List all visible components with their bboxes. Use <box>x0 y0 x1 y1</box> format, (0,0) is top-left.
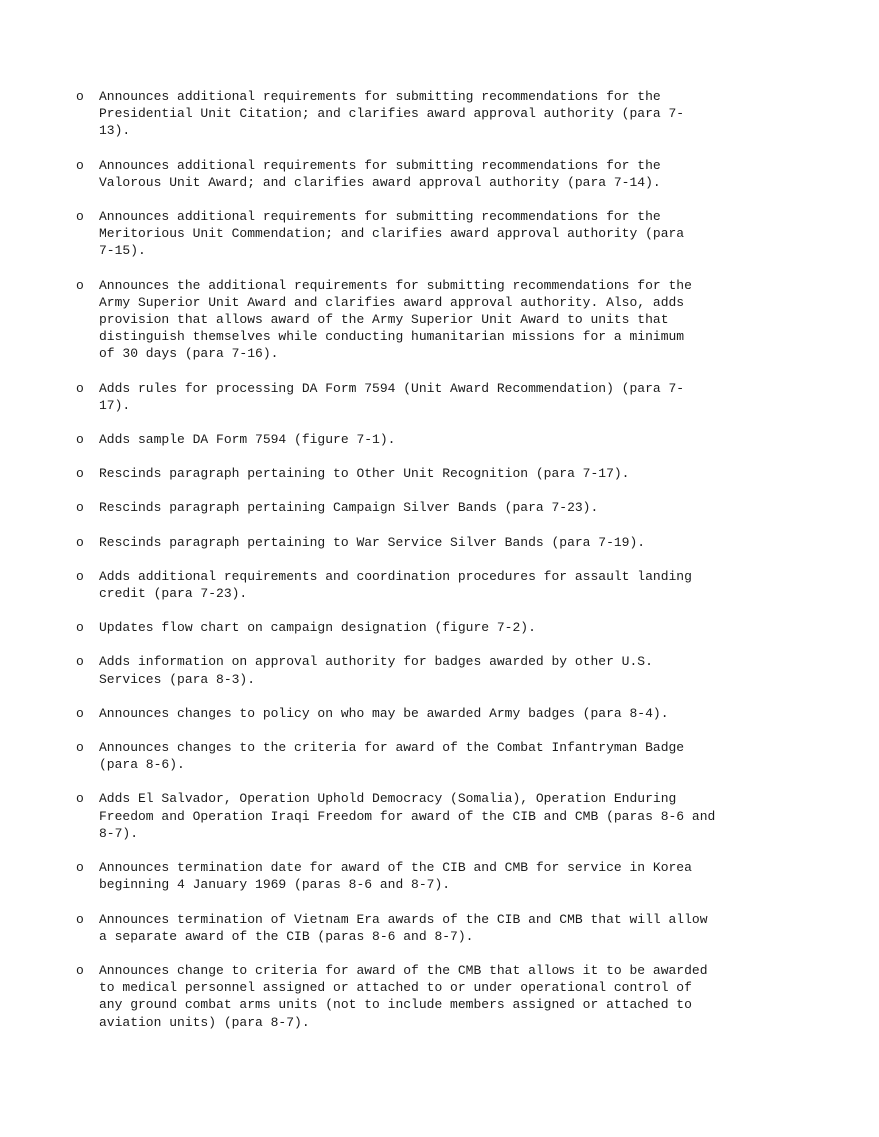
list-item-text: Adds additional requirements and coordination procedures for assault landing credit (para 7-23). <box>99 568 692 602</box>
list-item <box>0 380 739 414</box>
bullet-marker: o <box>76 705 84 721</box>
bullet-marker: o <box>76 466 84 482</box>
list-item <box>0 568 739 602</box>
list-item-text: Announces termination of Vietnam Era awards of the CIB and CMB that will allow a separate award of the CIB (paras 8-6 and 8-7). <box>99 911 708 944</box>
bullet-marker: o <box>76 432 84 448</box>
list-item <box>0 534 739 551</box>
list-item <box>0 277 739 363</box>
list-item <box>0 739 739 773</box>
list-item-text: Announces change to criteria for award of the CMB that allows it to be awarded to medical personnel assigned or attached to or under operational control of any ground combat arms units (not to include members assigned or attached to aviation units) (para 8-7). <box>99 962 708 1030</box>
bullet-marker: o <box>76 277 84 293</box>
bullet-marker: o <box>76 620 84 636</box>
list-item-text: Adds sample DA Form 7594 (figure 7-1). <box>99 432 396 448</box>
list-item-text: Announces termination date for award of the CIB and CMB for service in Korea beginning 4 January 1969 (paras 8-6 and 8-7). <box>99 860 692 893</box>
bullet-marker: o <box>76 654 84 670</box>
bullet-marker: o <box>76 534 84 550</box>
list-item-text: Rescinds paragraph pertaining to Other Unit Recognition (para 7-17). <box>99 466 630 482</box>
bullet-marker: o <box>76 740 84 756</box>
list-item-text: Updates flow chart on campaign designation (figure 7-2). <box>99 620 536 636</box>
bullet-marker: o <box>76 89 84 104</box>
list-item-text: Announces changes to policy on who may be awarded Army badges (para 8-4). <box>99 705 669 721</box>
list-item <box>0 157 739 191</box>
list-item <box>0 499 739 516</box>
summary-of-change-list <box>0 88 879 1031</box>
bullet-marker: o <box>76 962 84 978</box>
list-item <box>0 653 739 687</box>
list-item <box>0 859 739 893</box>
list-item-text: Adds information on approval authority for badges awarded by other U.S. Services (para 8-3). <box>99 654 653 687</box>
list-item-text: Adds El Salvador, Operation Uphold Democracy (Somalia), Operation Enduring Freedom and Operation Iraqi Freedom for award of the CIB and CMB (paras 8-6 and 8-7). <box>99 791 716 841</box>
bullet-marker: o <box>76 209 84 225</box>
list-item <box>0 88 739 140</box>
bullet-marker: o <box>76 860 84 876</box>
list-item <box>0 705 739 722</box>
list-item-text: Announces additional requirements for submitting recommendations for the Presidential Unit Citation; and clarifies award approval authority (para 7- 13). <box>99 89 685 139</box>
list-item <box>0 619 739 636</box>
list-item-text: Rescinds paragraph pertaining Campaign Silver Bands (para 7-23). <box>99 500 599 516</box>
list-item <box>0 431 739 448</box>
list-item-text: Announces additional requirements for submitting recommendations for the Meritorious Unit Commendation; and clarifies award approval authority (para 7-15). <box>99 209 685 259</box>
bullet-marker: o <box>76 791 84 807</box>
list-item-text: Announces the additional requirements for submitting recommendations for the Army Superior Unit Award and clarifies award approval authority. Also, adds provision that allows award of the Army Superior Unit Award to units that distinguish themselves while conducting humanitarian missions for a minimum of 30 days (para 7-16). <box>99 277 692 362</box>
bullet-marker: o <box>76 568 84 584</box>
list-item-text: Adds rules for processing DA Form 7594 (Unit Award Recommendation) (para 7- 17). <box>99 380 685 413</box>
list-item-text: Announces changes to the criteria for award of the Combat Infantryman Badge (para 8-6). <box>99 740 685 773</box>
list-item-text: Announces additional requirements for submitting recommendations for the Valorous Unit Award; and clarifies award approval authority (para 7-14). <box>99 157 661 190</box>
list-item <box>0 465 739 482</box>
list-item <box>0 790 739 842</box>
list-item <box>0 911 739 945</box>
list-item-text: Rescinds paragraph pertaining to War Service Silver Bands (para 7-19). <box>99 534 646 550</box>
bullet-marker: o <box>76 500 84 516</box>
bullet-marker: o <box>76 157 84 173</box>
bullet-marker: o <box>76 380 84 396</box>
bullet-marker: o <box>76 911 84 927</box>
list-item <box>0 962 739 1031</box>
list-item <box>0 208 739 260</box>
